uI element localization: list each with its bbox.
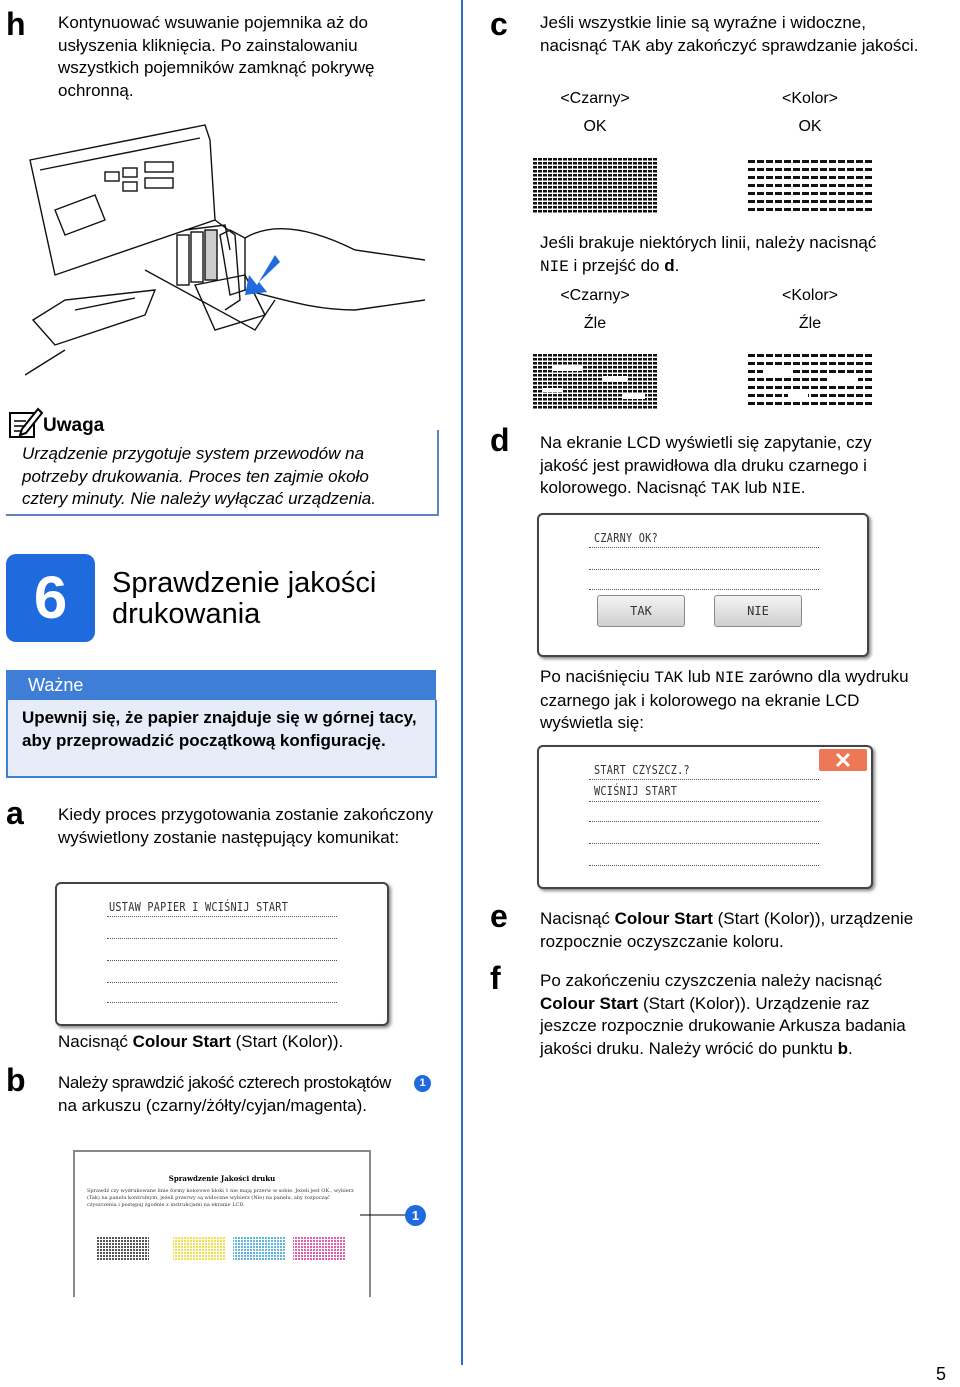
label-color: <Kolor> xyxy=(781,90,839,107)
step-d-after-text xyxy=(540,666,920,735)
step-c-missing-1: Jeśli brakuje niektórych linii, należy nacisnąć xyxy=(540,233,877,252)
black-block xyxy=(97,1237,149,1261)
step-letter-e: e xyxy=(490,898,508,934)
lcd-screen-black-ok xyxy=(537,513,869,657)
important-title: Ważne xyxy=(28,675,84,695)
step-c-missing-3: . xyxy=(674,255,680,275)
label-black-2: <Czarny> xyxy=(560,287,630,304)
status-ok-color: OK xyxy=(798,118,822,135)
lcd-screen-set-paper xyxy=(55,882,389,1026)
lcd-yes-button[interactable]: TAK xyxy=(597,595,685,627)
step-c-text xyxy=(540,12,920,58)
step-letter-d: d xyxy=(490,422,510,458)
key-tak-d2: TAK xyxy=(654,669,684,687)
colour-start-label: Colour Start xyxy=(132,1032,231,1051)
lcd-line xyxy=(107,960,337,961)
lcd-line xyxy=(589,865,819,866)
step-a-after-prefix: Nacisnąć xyxy=(58,1032,133,1051)
important-header xyxy=(6,670,436,700)
lcd-line xyxy=(107,916,337,917)
step-c-missing-text xyxy=(540,232,920,278)
callout-1-marker: 1 xyxy=(405,1205,426,1226)
step-a-text: Kiedy proces przygotowania zostanie zakończony wyświetlony zostanie następujący komunikat: xyxy=(58,805,434,847)
lcd-line xyxy=(107,982,337,983)
step-letter-b: b xyxy=(6,1062,26,1098)
step-c-text-2: aby zakończyć sprawdzanie jakości. xyxy=(640,35,919,55)
step-h-text: Kontynuować wsuwanie pojemnika aż do usłyszenia kliknięcia. Po zainstalowaniu wszystkich pojemników zamknąć pokrywę ochronną. xyxy=(58,13,375,100)
step-a-after-suffix: (Start (Kolor)). xyxy=(230,1032,344,1051)
lcd-line xyxy=(589,779,819,780)
lcd-line xyxy=(589,843,819,844)
key-tak: TAK xyxy=(611,37,641,56)
close-x-icon xyxy=(819,749,867,771)
step-e-text xyxy=(540,908,920,953)
step-b-text-line2: na arkuszu (czarny/żółty/cyjan/magenta). xyxy=(58,1095,367,1115)
step-letter-c: c xyxy=(490,6,508,42)
lcd-line xyxy=(589,569,819,570)
lcd-line xyxy=(589,589,819,590)
step-b-text xyxy=(58,1072,458,1117)
note-text: Urządzenie przygotuje system przewodów na potrzeby drukowania. Proces ten zajmie około cztery minuty. Nie należy wyłączać urządzenia. xyxy=(22,444,376,508)
step-f-prefix: Po zakończeniu czyszczenia należy nacisnąć xyxy=(540,971,883,990)
step-d-text xyxy=(540,432,920,501)
note-title: Uwaga xyxy=(43,415,105,436)
step-e-prefix: Nacisnąć xyxy=(540,909,615,928)
step-b-text-line1: Należy sprawdzić jakość czterech prostokątów xyxy=(58,1073,391,1092)
step-d-after-2: lub xyxy=(683,667,716,686)
step-f-middle: (Start (Kolor)). Urządzenie raz jeszcze rozpocznie drukowanie Arkusza badania jakości druku. Należy wrócić do punktu xyxy=(540,993,906,1058)
step-letter-h: h xyxy=(6,6,26,42)
step-d-after-3: zarówno dla wydruku czarnego jak i kolorowego na ekranie LCD wyświetla się: xyxy=(540,667,909,732)
key-tak-d: TAK xyxy=(711,480,740,498)
step-c-text-1: Jeśli wszystkie linie są wyraźne i widoczne, nacisnąć xyxy=(540,13,866,55)
test-sheet-illustration xyxy=(73,1150,371,1297)
status-bad-color: Źle xyxy=(798,315,822,332)
black-pattern-bad xyxy=(533,354,658,409)
test-color-blocks xyxy=(97,1237,357,1267)
section-title-line2: drukowania xyxy=(112,598,261,630)
lcd-no-button[interactable]: NIE xyxy=(714,595,802,627)
status-ok-black: OK xyxy=(583,118,607,135)
status-bad-black: Źle xyxy=(583,315,607,332)
label-black: <Czarny> xyxy=(560,90,630,107)
key-nie-d2: NIE xyxy=(715,669,745,687)
step-letter-a: a xyxy=(6,795,24,831)
lcd-start-cleaning-text: START CZYSZCZ.? xyxy=(594,763,690,777)
lcd-screen-start-cleaning xyxy=(537,745,873,889)
close-icon[interactable] xyxy=(819,749,867,771)
color-pattern-bad xyxy=(748,354,873,409)
step-d-text-1: Na ekranie LCD wyświetli się zapytanie, czy jakość jest prawidłowa dla druku czarnego i kolorowego. Nacisnąć xyxy=(540,433,872,497)
step-e-suffix: (Start (Kolor)), urządzenie rozpocznie oczyszczanie koloru. xyxy=(540,909,914,951)
yellow-block xyxy=(173,1237,225,1261)
color-pattern-good xyxy=(748,160,873,215)
step-f-suffix: . xyxy=(848,1038,853,1058)
key-nie-d: NIE xyxy=(771,480,801,498)
colour-start-label-e: Colour Start xyxy=(614,909,713,928)
lcd-line xyxy=(107,938,337,939)
step-d-text-3: . xyxy=(800,478,806,497)
label-color-2: <Kolor> xyxy=(781,287,839,304)
section-title xyxy=(112,568,376,630)
callout-1-icon: 1 xyxy=(414,1075,431,1092)
lcd-line xyxy=(589,801,819,802)
step-a-after-text xyxy=(58,1031,438,1054)
section-number-badge: 6 xyxy=(6,554,95,642)
lcd-set-paper-text: USTAW PAPIER I WCIŚNIJ START xyxy=(109,900,289,914)
page-number: 5 xyxy=(936,1364,947,1384)
ref-step-b: b xyxy=(837,1038,849,1058)
step-f-text xyxy=(540,970,920,1060)
important-text: Upewnij się, że papier znajduje się w górnej tacy, aby przeprowadzić początkową konfigurację. xyxy=(22,708,417,750)
column-divider xyxy=(461,0,463,1365)
key-nie: NIE xyxy=(540,257,569,276)
step-d-after-1: Po naciśnięciu xyxy=(540,667,655,686)
cyan-block xyxy=(233,1237,285,1261)
step-letter-f: f xyxy=(490,960,501,996)
step-c-missing-2: i przejść do xyxy=(568,255,665,275)
lcd-line xyxy=(589,821,819,822)
test-sheet-text: Sprawdź czy wydrukowane linie formy kolorowe bloki 1 nie mają przerw w sobie. Jeżeli jest OK., wybierz (Tak) na panelu kontrolnym, jeżeli przerwy są widoczne wybierz (Nie) na panelu, aby rozpocząć czyszczenia i postępuj zgodnie z instrukcjami na ekranie LCD. xyxy=(87,1188,354,1208)
step-d-text-2: lub xyxy=(739,478,772,497)
lcd-black-ok-text: CZARNY OK? xyxy=(594,531,658,545)
colour-start-label-f: Colour Start xyxy=(540,993,639,1013)
lcd-press-start-text: WCIŚNIJ START xyxy=(594,784,678,798)
test-sheet-title: Sprawdzenie Jakości druku xyxy=(168,1174,276,1183)
important-box xyxy=(6,700,437,778)
magenta-block xyxy=(293,1237,345,1261)
ref-step-d: d xyxy=(664,255,675,275)
lcd-line xyxy=(589,547,819,548)
black-pattern-good xyxy=(533,158,658,213)
printer-ink-install-illustration xyxy=(25,100,425,385)
section-title-line1: Sprawdzenie jakości xyxy=(112,567,377,599)
lcd-line xyxy=(107,1002,337,1003)
